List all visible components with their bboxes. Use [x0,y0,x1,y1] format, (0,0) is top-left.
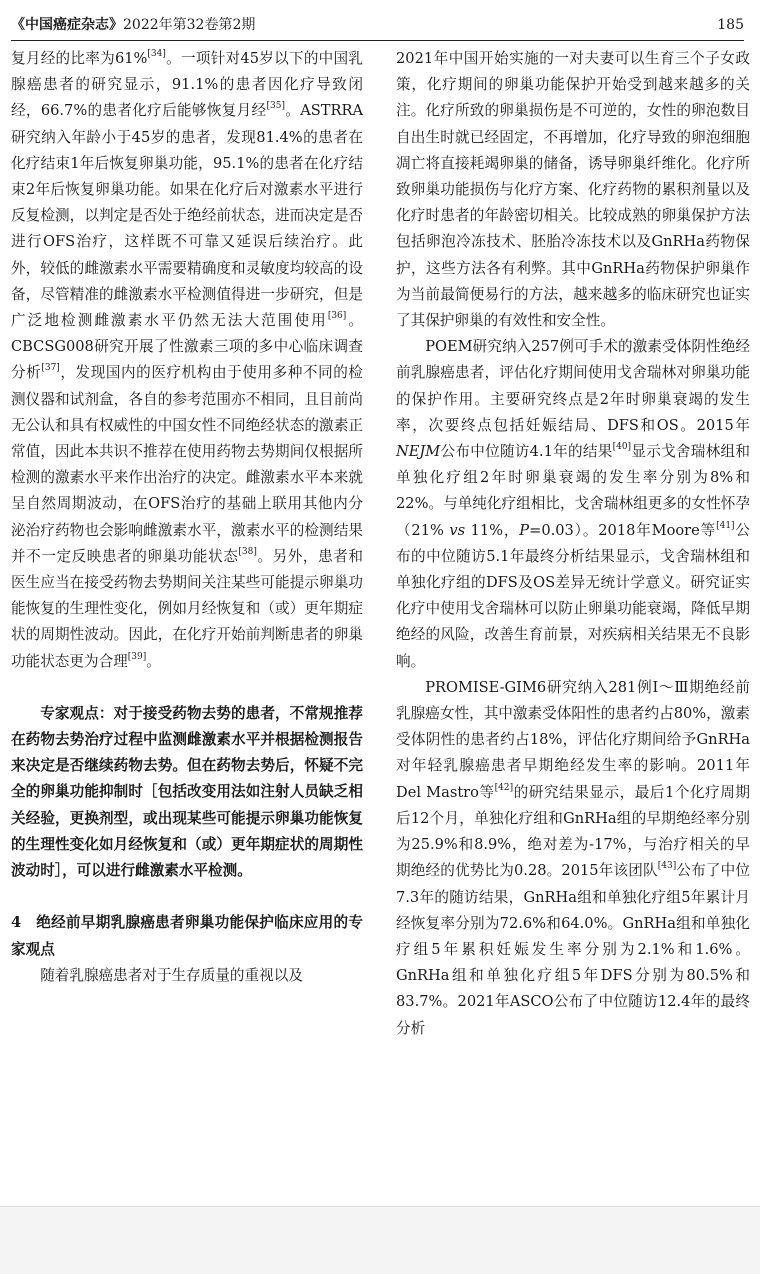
citation-ref: [35] [266,101,285,112]
running-header [11,12,744,38]
citation-ref: [42] [494,782,514,793]
citation-ref: [38] [238,546,257,557]
right-column [396,46,750,1042]
text-run: 的研究结果显示，最后1个化疗周期后12个月，单独化疗组和GnRHa组的早期绝经率分别为25.9%和8.9%，绝对差为-17%，与治疗相关的早期绝经的优势比为0.28。2015年该团队 [396,783,751,880]
journal-title: 《中国癌症杂志》 [11,17,123,33]
right-paragraph-1: 2021年中国开始实施的一对夫妻可以生育三个子女政策，化疗期间的卵巢功能保护开始受到越来越多的关注。化疗所致的卵巢损伤是不可逆的，女性的卵泡数目自出生时就已经固定，不再增加，化疗导致的卵泡细胞凋亡将直接耗竭卵巢的储备，诱导卵巢纤维化。化疗所致卵巢功能损伤与化疗方案、化疗药物的累积剂量以及化疗时患者的年龄密切相关。比较成熟的卵巢保护方法包括卵泡冷冻技术、胚胎冷冻技术以及GnRHa药物保护，这些方法各有利弊。其中GnRHa药物保护卵巢作为当前最简便易行的方法，越来越多的临床研究也证实了其保护卵巢的有效性和安全性。 [396,50,750,330]
journal-issue [11,12,255,38]
text-run: POEM研究纳入257例可手术的激素受体阴性绝经前乳腺癌患者，评估化疗期间使用戈舍瑞林对卵巢功能的保护作用。主要研究终点是2年时卵巢衰竭的发生率，次要终点包括妊娠结局、DFS和OS。2015年 [396,338,750,434]
citation-ref: [39] [127,651,147,662]
italic-term: NEJM [396,443,441,461]
expert-opinion: 专家观点：对于接受药物去势的患者，不常规推荐在药物去势治疗过程中监测雌激素水平并根据检测报告来决定是否继续药物去势。但在药物去势后，怀疑不完全的卵巢功能抑制时［包括改变用法如注射人员缺乏相关经验，更换剂型，或出现某些可能提示卵巢功能恢复的生理性变化如月经恢复和（或）更年期症状的周期性波动时］，可以进行雌激素水平检测。 [11,704,363,880]
left-paragraph-last: 随着乳腺癌患者对于生存质量的重视以及 [40,966,303,984]
text-run: 公布的中位随访5.1年最终分析结果显示，戈舍瑞林组和单独化疗组的DFS及OS差异无统计学意义。研究证实化疗中使用戈舍瑞林可以防止卵巢功能衰竭，降低早期绝经的风险，改善生育前景，对疾病相关结果无不良影响。 [396,521,750,670]
italic-term: vs [449,521,466,539]
citation-ref: [41] [716,520,735,531]
text-run: 公布了中位7.3年的随访结果，GnRHa组和单独化疗组5年累计月经恢复率分别为72.6%和64.0%。GnRHa组和单独化疗组5年累积妊娠发生率分别为2.1%和1.6%。GnRHa组和单独化疗组5年DFS分别为80.5%和83.7%。2021年ASCO公布了中位随访12.4年的最终分析 [396,862,750,1037]
citation-ref: [40] [612,442,632,453]
text-run: 公布中位随访4.1年的结果 [440,443,613,461]
text-run: 。另外，患者和医生应当在接受药物去势期间关注某些可能提示卵巢功能恢复的生理性变化，例如月经恢复和（或）更年期症状的周期性波动。因此，在化疗开始前判断患者的卵巢功能状态更为合理 [11,547,363,670]
text-run: =0.03）。2018年Moore等 [529,521,717,539]
citation-ref: [37] [41,363,60,374]
text-run: 11%， [465,521,520,539]
issue-info: 2022年第32卷第2期 [123,17,256,33]
italic-term: P [519,521,530,539]
left-paragraph-1 [11,46,363,675]
page-number: 185 [717,17,744,33]
text-run: 。CBCSG008研究开展了性激素三项的多中心临床调查分析 [11,312,363,382]
text-run: 。ASTRRA研究纳入年龄小于45岁的患者，发现81.4%的患者在化疗结束1年后恢复卵巢功能，95.1%的患者在化疗结束2年后恢复卵巢功能。如果在化疗后对激素水平进行反复检测，以判定是否处于绝经前状态，进而决定是否进行OFS治疗，这样既不可靠又延误后续治疗。此外，较低的雌激素水平需要精确度和灵敏度均较高的设备，尽管精准的雌激素水平检测值得进一步研究，但是广泛地检测雌激素水平仍然无法大范围使用 [11,102,363,330]
text-run: 复月经的比率为61% [11,50,148,67]
citation-ref: [34] [147,49,166,59]
left-column [11,46,363,989]
right-paragraph-promise [396,675,750,1042]
text-run: 。一项针对45岁以下的中国乳腺癌患者的研究显示，91.1%的患者因化疗导致闭经，66.7%的患者化疗后能够恢复月经 [11,50,363,120]
section-heading: 4 绝经前早期乳腺癌患者卵巢功能保护临床应用的专家观点 [11,914,363,958]
right-paragraph-poem [396,334,750,675]
header-rule [11,40,744,41]
citation-ref: [43] [657,861,677,872]
text-run: 。 [146,652,161,670]
text-run: 显示戈舍瑞林组和单独化疗组2年时卵巢衰竭的发生率分别为8%和22%。与单纯化疗组相比，戈舍瑞林组更多的女性怀孕（21% [396,443,750,539]
text-run: PROMISE-GIM6研究纳入281例Ⅰ～Ⅲ期绝经前乳腺癌女性，其中激素受体阳性的患者约占80%，激素受体阴性的患者约占18%，评估化疗期间给予GnRHa对年轻乳腺癌患者早期绝经发生率的影响。2011年Del Mastro等 [396,678,750,801]
text-run: ，发现国内的医疗机构由于使用多种不同的检测仪器和试剂盒，各自的参考范围亦不相同，且目前尚无公认和具有权威性的中国女性不同绝经状态的激素正常值，因此本共识不推荐在使用药物去势期间仅根据所检测的激素水平来作出治疗的决定。雌激素水平本来就呈自然周期波动，在OFS治疗的基础上联用其他内分泌治疗药物也会影响雌激素水平，激素水平的检测结果并不一定反映患者的卵巢功能状态 [11,364,363,565]
viewer-bottom-area [0,1206,760,1274]
citation-ref: [36] [327,311,347,322]
